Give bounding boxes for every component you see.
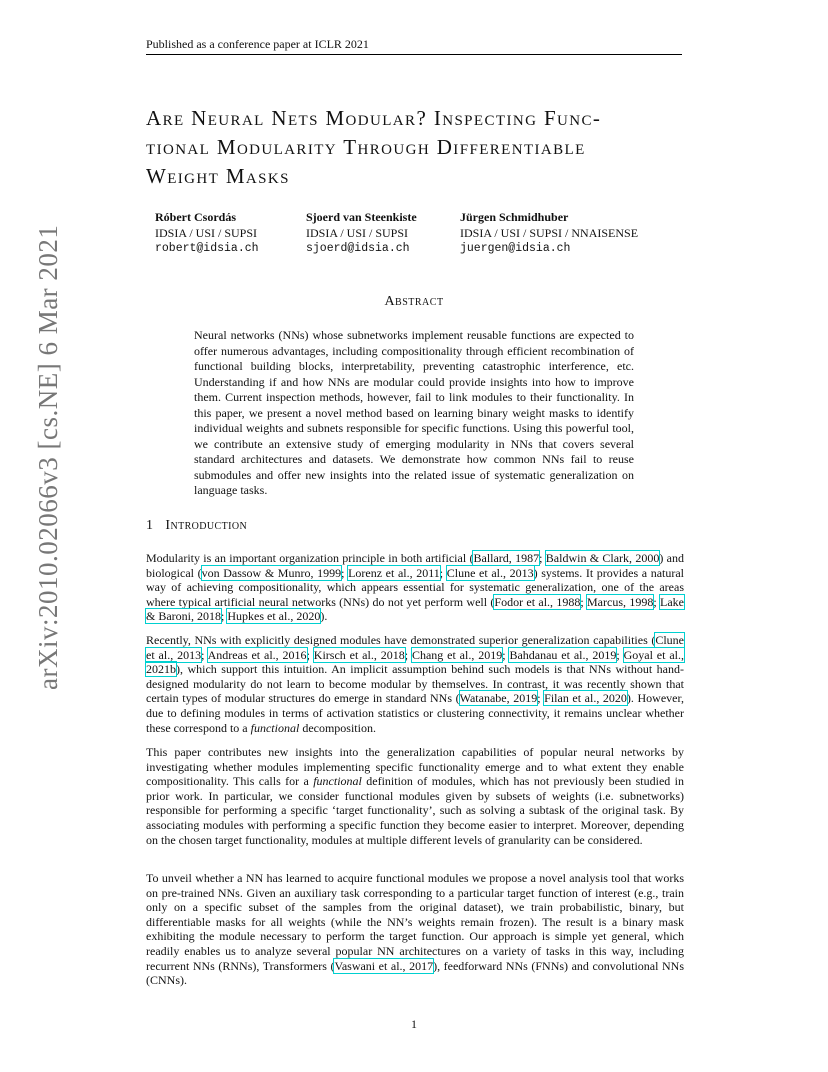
title-line-2: tional Modularity Through Differentiable bbox=[146, 135, 586, 159]
text-run: definition of modules, which has not previously been studied in prior work. In particular, we consider functional modules given by subsets of weights (i.e. subnetworks) responsible for performing a specific ‘target functionality’, such as solving a subtask of the original task. By associating modules with performing a specific function they become easier to interpret. Moreover, depending on the chosen target functionality, modules at multiple different levels of granularity can be considered. bbox=[146, 774, 684, 847]
title-line-3: Weight Masks bbox=[146, 164, 290, 188]
arxiv-identifier: arXiv:2010.02066v3 [cs.NE] 6 Mar 2021 bbox=[33, 224, 63, 690]
emphasis-text: functional bbox=[250, 720, 300, 735]
text-run: ; bbox=[502, 647, 510, 662]
text-run: To unveil whether a NN has learned to acquire functional modules we propose a novel analysis tool that works on pre-trained NNs. Given an auxiliary task corresponding to a particular target function of interest (e.g., train only on a specific subset of the samples from the original dataset), we train probabilistic, binary, but differentiable masks for all weights (while the NN’s weights remain frozen). The result is a binary mask exhibiting the module necessary to perform the target function. Our approach is simple yet general, which readily enables us to analyze several popular NN architectures on a variety of tasks in this way, including recurrent NNs (RNNs), Transformers ( bbox=[146, 871, 684, 973]
paper-title bbox=[146, 104, 686, 191]
intro-paragraph-1 bbox=[146, 551, 684, 624]
author-affiliation: IDSIA / USI / SUPSI / NNAISENSE bbox=[460, 225, 639, 240]
citation-link[interactable]: Andreas et al., 2016 bbox=[207, 647, 307, 662]
text-run: ; bbox=[439, 565, 447, 580]
citation-link[interactable]: Lorenz et al., 2011 bbox=[348, 565, 440, 580]
citation-link[interactable]: Fodor et al., 1988 bbox=[494, 594, 581, 609]
text-run: ; bbox=[341, 565, 349, 580]
author-name: Róbert Csordás bbox=[155, 210, 236, 224]
citation-link[interactable]: Marcus, 1998 bbox=[587, 594, 654, 609]
text-run: ; bbox=[306, 647, 314, 662]
text-run: ; bbox=[580, 594, 588, 609]
intro-paragraph-3 bbox=[146, 745, 684, 847]
citation-link[interactable]: von Dassow & Munro, 1999 bbox=[201, 565, 342, 580]
text-run: Recently, NNs with explicitly designed modules have demonstrated superior generalization capabilities ( bbox=[146, 633, 656, 647]
citation-link[interactable]: Watanabe, 2019 bbox=[459, 691, 538, 706]
author-3 bbox=[460, 210, 638, 257]
text-run: decomposition. bbox=[299, 720, 376, 735]
author-1 bbox=[155, 210, 259, 257]
intro-paragraph-2 bbox=[146, 633, 684, 735]
text-run: ; bbox=[539, 551, 546, 565]
author-name: Jürgen Schmidhuber bbox=[460, 210, 569, 224]
section-title-text: Introduction bbox=[165, 518, 248, 533]
citation-link[interactable]: Bahdanau et al., 2019 bbox=[509, 647, 617, 662]
section-heading bbox=[146, 518, 247, 534]
citation-link[interactable]: Hupkes et al., 2020 bbox=[227, 609, 321, 624]
text-run: ; bbox=[201, 647, 208, 662]
text-run: This paper contributes new insights into the generalization capabilities of popular neural networks by investigating whether modules implementing specific functionality emerge and to what extent they enable compositionality. This calls for a bbox=[146, 745, 684, 789]
author-email[interactable]: sjoerd@idsia.ch bbox=[306, 242, 410, 255]
text-run: ; bbox=[404, 647, 412, 662]
text-run: ; bbox=[537, 691, 545, 706]
author-email[interactable]: juergen@idsia.ch bbox=[460, 242, 571, 255]
text-run: ) and biological ( bbox=[146, 551, 685, 580]
citation-link[interactable]: Clune et al., 2013 bbox=[446, 565, 534, 580]
citation-link[interactable]: Lake & Baroni, 2018 bbox=[146, 594, 684, 624]
citation-link[interactable]: Vaswani et al., 2017 bbox=[334, 958, 434, 973]
author-affiliation: IDSIA / USI / SUPSI bbox=[306, 225, 409, 240]
author-affiliation: IDSIA / USI / SUPSI bbox=[155, 225, 258, 240]
intro-paragraph-4 bbox=[146, 871, 684, 988]
page-number: 1 bbox=[411, 1017, 417, 1031]
citation-link[interactable]: Clune et al., 2013 bbox=[146, 633, 684, 662]
text-run: ). bbox=[320, 609, 328, 624]
author-2 bbox=[306, 210, 417, 257]
text-run: ; bbox=[653, 594, 660, 609]
citation-link[interactable]: Kirsch et al., 2018 bbox=[313, 647, 405, 662]
text-run: ), which support this intuition. An implicit assumption behind such models is that NNs without hand-designed modularity do not learn to become modular by themselves. In contrast, it was recently shown that certain types of modular structures do emerge in standard NNs ( bbox=[146, 662, 684, 706]
author-name: Sjoerd van Steenkiste bbox=[306, 210, 417, 224]
text-run: ) systems. It provides a natural way of achieving compositionality, which appears essential for systematic generalization, one of the areas where typical artificial neural networks (NNs) do not yet perform well ( bbox=[146, 565, 685, 609]
citation-link[interactable]: Goyal et al., 2021b bbox=[146, 647, 684, 677]
abstract-text: Neural networks (NNs) whose subnetworks implement reusable functions are expected to offer numerous advantages, including compositionality through efficient recombination of functional building blocks, interpretability, preventing catastrophic interference, etc. Understanding if and how NNs are modular could provide insights into how to improve them. Current inspection methods, however, fail to link modules to their functionality. In this paper, we present a novel method based on learning binary weight masks to identify individual weights and subnets responsible for specific functions. Using this powerful tool, we contribute an extensive study of emerging modularity in NNs that covers several standard architectures and datasets. We demonstrate how common NNs fail to reuse submodules and offer new insights into the related issue of systematic generalization on language tasks. bbox=[194, 328, 634, 497]
citation-link[interactable]: Ballard, 1987 bbox=[473, 551, 540, 565]
title-line-1: Are Neural Nets Modular? Inspecting Func- bbox=[146, 106, 602, 130]
section-number: 1 bbox=[146, 518, 154, 533]
text-run: Modularity is an important organization principle in both artificial ( bbox=[146, 551, 474, 565]
emphasis-text: functional bbox=[313, 774, 362, 789]
running-header: Published as a conference paper at ICLR 2021 bbox=[146, 36, 682, 55]
text-run: ). However, due to defining modules in terms of activation statistics or clustering connectivity, it remains unclear whether these correspond to a bbox=[146, 691, 685, 735]
text-run: ), feedforward NNs (FNNs) and convolutional NNs (CNNs). bbox=[146, 958, 684, 988]
citation-link[interactable]: Baldwin & Clark, 2000 bbox=[545, 551, 660, 565]
citation-link[interactable]: Chang et al., 2019 bbox=[411, 647, 503, 662]
text-run: ; bbox=[221, 609, 228, 624]
author-email[interactable]: robert@idsia.ch bbox=[155, 242, 259, 255]
abstract-heading: Abstract bbox=[384, 294, 444, 309]
citation-link[interactable]: Filan et al., 2020 bbox=[544, 691, 627, 706]
text-run: ; bbox=[616, 647, 624, 662]
